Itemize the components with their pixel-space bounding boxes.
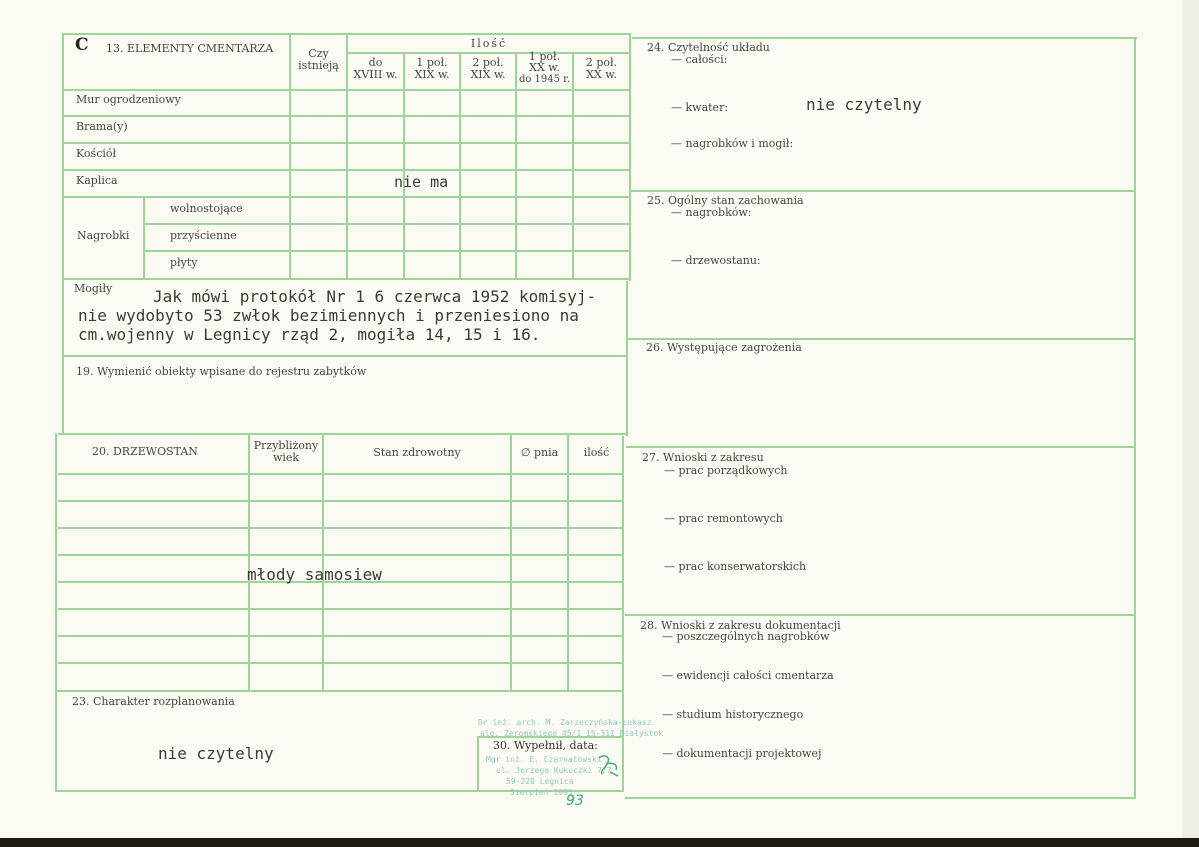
conclusions-cleanup: — prac porządkowych [664, 464, 788, 477]
period-header-4b: XX w. [529, 61, 560, 74]
exists-header-2: istnieją [298, 59, 339, 72]
conclusions-conservation: — prac konserwatorskich [664, 560, 807, 573]
typed-quarters-illegible: nie czytelny [806, 95, 922, 114]
condition-gravestones: — nagrobków: [671, 206, 752, 219]
elements-title: 13. ELEMENTY CMENTARZA [106, 42, 274, 55]
row-label-gravestones: Nagrobki [77, 229, 130, 242]
period-header-2a: 1 poł. [416, 56, 448, 69]
signature-mark [596, 752, 622, 780]
documentation-label: 28. Wnioski z zakresu dokumentacji [640, 619, 841, 632]
condition-label: 25. Ogólny stan zachowania [647, 194, 804, 207]
stamp-line-5: 59-220 Legnica [506, 777, 574, 786]
trees-diameter-header: ∅ pnia [520, 446, 559, 459]
trees-age-header-2: wiek [272, 451, 300, 464]
paper-edge [1182, 0, 1199, 838]
row-label-church: Kościół [76, 147, 117, 160]
period-header-4a: 1 poł. [528, 50, 561, 63]
trees-title: 20. DRZEWOSTAN [92, 445, 198, 458]
period-header-3b: XIX w. [470, 68, 506, 81]
period-header-5a: 2 poł. [585, 56, 618, 69]
typed-nie-ma: nie ma [394, 173, 449, 191]
quantity-header: Ilość [470, 37, 508, 50]
row-label-wall: Mur ogrodzeniowy [76, 93, 181, 106]
row-label-freestanding: wolnostojące [170, 202, 243, 215]
period-header-4c: do 1945 r. [518, 74, 571, 85]
typed-young-growth: młody samosiew [247, 565, 382, 584]
stamp-line-2: ale. Żeromskiego 45/1 15-311 Białystok [480, 729, 664, 738]
scan-border [0, 838, 1199, 847]
trees-health-header: Stan zdrowotny [373, 446, 461, 459]
row-label-slabs: płyty [170, 256, 198, 269]
row-label-wall-mounted: przyścienne [170, 229, 237, 242]
legibility-whole: — całości: [671, 53, 728, 66]
condition-trees: — drzewostanu: [671, 254, 761, 267]
handwritten-year: 93 [566, 793, 584, 809]
registry-label: 19. Wymienić obiekty wpisane do rejestru zabytków [76, 365, 367, 378]
documentation-project: — dokumentacji projektowej [662, 747, 822, 760]
period-header-5b: XX w. [586, 68, 617, 81]
legibility-label: 24. Czytelność układu [647, 41, 770, 54]
documentation-history: — studium historycznego [662, 708, 804, 721]
legibility-graves: — nagrobków i mogił: [671, 137, 794, 150]
stamp-line-6: Sierpień 1993 [510, 788, 573, 797]
typed-layout-illegible: nie czytelny [158, 744, 274, 763]
period-header-1a: do [368, 56, 383, 69]
row-label-chapel: Kaplica [76, 174, 118, 187]
conclusions-label: 27. Wnioski z zakresu [642, 451, 764, 464]
legibility-quarters: — kwater: [671, 101, 729, 114]
period-header-3a: 2 poł. [472, 56, 504, 69]
row-label-mass-graves: Mogiły [74, 282, 113, 295]
stamp-line-3: Mgr inż. E. Czarnatowski [486, 755, 602, 764]
typed-protocol-line-2: nie wydobyto 53 zwłok bezimiennych i przeniesiono na [78, 306, 579, 325]
stamp-line-4: ul. Jerzego Kukuczki 7/7 [496, 766, 612, 775]
documentation-records: — ewidencji całości cmentarza [662, 669, 834, 682]
layout-character-label: 23. Charakter rozplanowania [72, 695, 235, 708]
period-header-1b: XVIII w. [353, 68, 398, 81]
threats-label: 26. Występujące zagrożenia [646, 341, 802, 354]
row-label-gate: Brama(y) [76, 120, 128, 133]
conclusions-repair: — prac remontowych [664, 512, 783, 525]
exists-header-1: Czy [308, 47, 329, 60]
typed-protocol-line-1: Jak mówi protokół Nr 1 6 czerwca 1952 komisyj- [153, 287, 597, 306]
stamp-line-1: Dr inż. arch. M. Zarzeczyńska-Łukasz [478, 718, 652, 727]
section-letter: C [75, 35, 89, 55]
typed-protocol-line-3: cm.wojenny w Legnicy rząd 2, mogiła 14, 15 i 16. [78, 325, 541, 344]
trees-count-header: ilość [583, 446, 610, 459]
period-header-2b: XIX w. [414, 68, 450, 81]
trees-age-header-1: Przybliżony [253, 439, 319, 452]
documentation-gravestones: — poszczególnych nagrobków [662, 630, 830, 643]
filled-by-label: 30. Wypełnił, data: [493, 739, 598, 752]
